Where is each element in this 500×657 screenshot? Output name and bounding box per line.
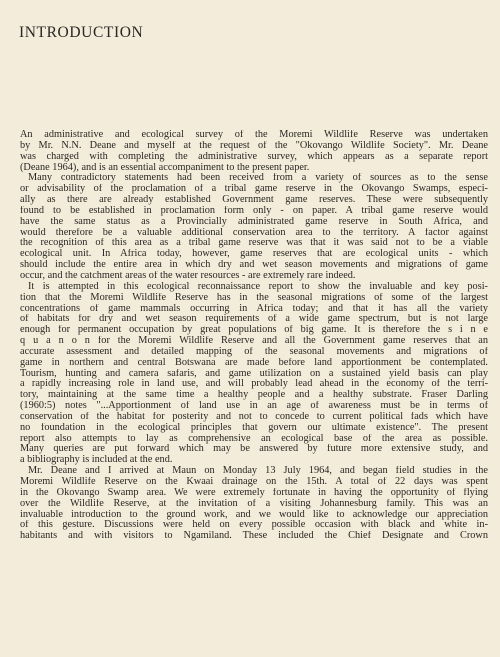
text-line: (1960:5) notes "...Apportionment of land use in an age of awareness must be in terms of (20, 401, 488, 412)
text-line: Mr. Deane and I arrived at Maun on Monday 13 July 1964, and began field studies in the (28, 466, 488, 477)
text-line: occur, and the catchment areas of the water resources - are extremely rare indeed. (20, 270, 356, 281)
text-line: was charged with completing the administrative survey, which appears as a separate report (20, 151, 488, 162)
text-line: by Mr. N.N. Deane and myself at the request of the "Okovango Wildlife Society". Mr. Deane (20, 140, 488, 151)
text-line: Moremi Wildlife Reserve on the Kwaai drainage on the 15th. A total of 22 days was spent (20, 477, 488, 487)
text-line: would therefore be a valuable additional conservation area to the territory. A factor against (20, 227, 488, 238)
text-line: a bibliography is included at the end. (20, 455, 173, 466)
text-line: report also attempts to lay as comprehensive an ecological base of the area as possible. (20, 433, 488, 444)
text-line: of this gesture. Discussions were held on every possible occasion with black and white in- (20, 520, 488, 531)
page-title: INTRODUCTION (19, 24, 144, 41)
text-line: in the Okovango Swamp area. We were extremely fortunate in having the opportunity of flying (20, 487, 488, 498)
text-line: Many contradictory statements had been received from a variety of sources as to the sense (28, 173, 488, 184)
text-line: concentrations of game mammals occurring in Africa today; and that it has all the variety (20, 303, 488, 314)
text-line: conservation of the habitat for posterity and not to concede to current political fads which have (20, 411, 488, 422)
text-line: found to be established in proclamation form only - on paper. A tribal game reserve would (20, 205, 488, 216)
paragraph (20, 173, 488, 281)
text-line: ecological unit. In Africa today, however, game reserves that are ecological units - which (20, 249, 488, 260)
text-line: game in northern and central Botswana are made before land apportionment be contemplated. (20, 357, 488, 368)
paragraph (20, 282, 488, 466)
text-line: enough for permanent occupation by great populations of big game. It is therefore the s i n e (20, 325, 488, 336)
text-line: the recognition of this area as a tribal game reserve was that it was said not to be a viable (20, 238, 488, 249)
text-line: tory, maintaining at the same time a healthy people and a healthy substrate. Fraser Darling (20, 390, 488, 401)
text-line: It is attempted in this ecological reconnaissance report to show the invaluable and key posi- (28, 281, 488, 292)
paragraph (20, 466, 488, 542)
text-line: habitants and with visitors to Ngamiland. These included the Chief Designate and Crown (20, 531, 488, 542)
text-line: or advisability of the proclamation of a tribal game reserve in the Okovango Swamps, especi- (20, 184, 488, 195)
text-line: Many queries are put forward which may be answered by future more extensive study, and (20, 444, 488, 455)
text-line: ally as there are already established Government game reserves. These were subsequently (20, 195, 488, 206)
text-line: have the same status as a Provincially administrated game reserve in South Africa, and (20, 216, 488, 227)
text-line: should include the entire area in which dry and wet season movements and migrations of game (20, 260, 488, 271)
text-line: over the Wildlife Reserve, at the invitation of a visiting Johannesburg family. This was an (20, 498, 488, 509)
text-line: a rapidly increasing role in land use, and will probably lead ahead in the economy of the terri- (20, 379, 488, 390)
text-line: (Deane 1964), and is an essential accompaniment to the present paper. (20, 162, 310, 173)
text-line: An administrative and ecological survey of the Moremi Wildlife Reserve was undertaken (20, 130, 488, 140)
text-line: q u a n o n for the Moremi Wildlife Reserve and all the Government game reserves that an (20, 336, 488, 347)
text-line: invaluable introduction to the ground work, and we would like to acknowledge our appreciation (20, 509, 488, 520)
text-line: tion that the Moremi Wildlife Reserve has in the seasonal migrations of some of the largest (20, 292, 488, 303)
text-line: no foundation in the ecological principles that govern our ultimate existence". The present (20, 422, 488, 433)
text-line: of habitats for dry and wet season requirements of a wide game spectrum, but is not large (20, 314, 488, 325)
text-line: Tourism, hunting and camera safaris, and game utilization on a sustained yield basis can play (20, 368, 488, 379)
body-text (20, 130, 488, 542)
paragraph (20, 130, 488, 173)
text-line: accurate assessment and detailed mapping of the seasonal movements and migrations of (20, 346, 488, 357)
